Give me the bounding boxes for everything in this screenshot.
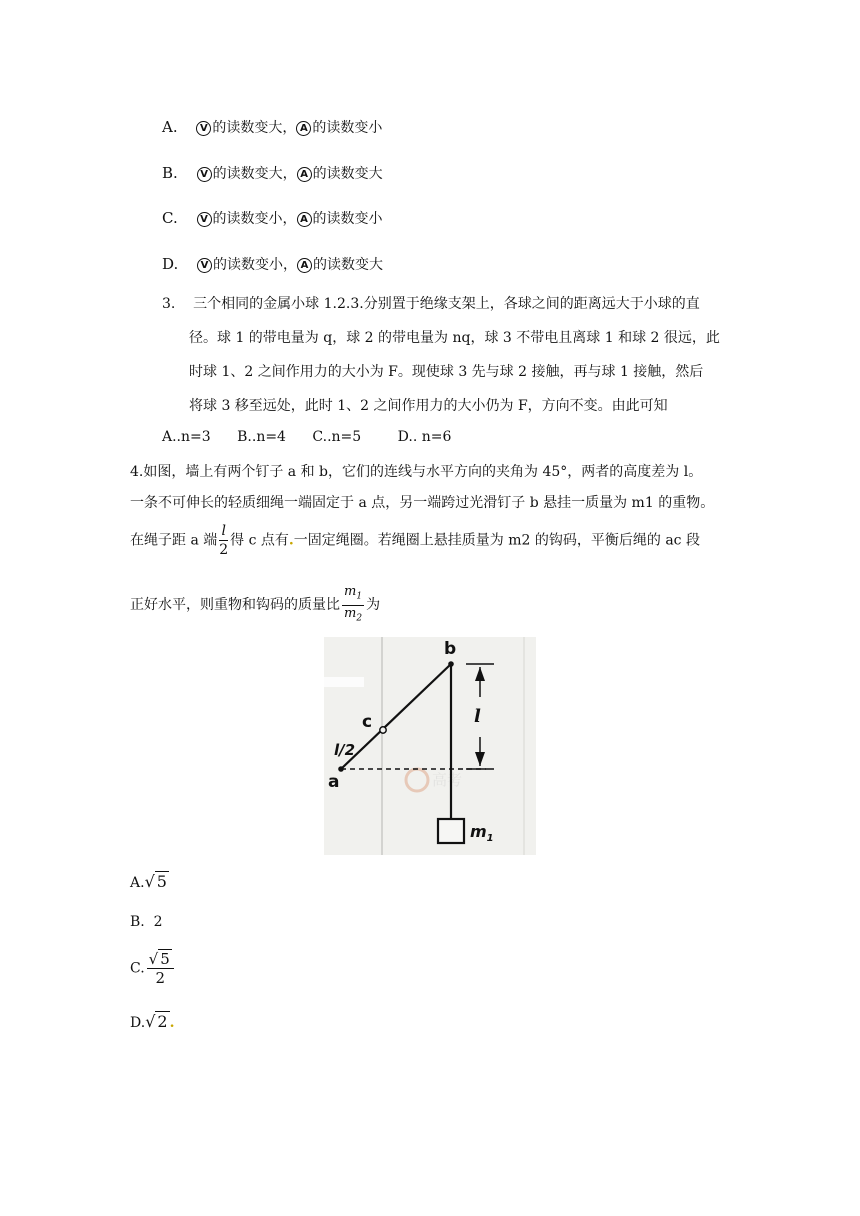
sqrt-symbol: √ 5 (144, 872, 167, 891)
voltmeter-icon: V (196, 121, 211, 136)
watermark-text: 高考 (432, 771, 463, 789)
q3-option-d: D.. n=6 (397, 429, 452, 445)
q3-option-c: C..n=5 (312, 429, 362, 445)
q3-option-a: A..n=3 (162, 429, 211, 445)
label-b: b (444, 639, 457, 659)
ammeter-icon: A (297, 167, 312, 182)
ammeter-icon: A (297, 212, 312, 227)
q4-option-b: B. 2 (130, 914, 163, 930)
q4-option-c: C. $\frac{√ 5}{2}$ (130, 950, 176, 987)
question-4-line-3: 在绳子距 a 端 $\frac{l}{2}$ 得 c 点有.一固定绳圈。若绳圈上悬挂质量为 m2 的钩码，平衡后绳的 ac 段 (130, 523, 700, 558)
figure-diagram (324, 637, 536, 855)
label-m1: $m_1$ (470, 822, 494, 844)
voltmeter-icon: V (197, 258, 212, 273)
option-b: B. V 的读数变大， A 的读数变大 (162, 164, 383, 182)
question-3-options (162, 429, 451, 445)
mass-ratio-fraction: $\frac{m_1}{m_2}$ (344, 584, 363, 624)
label-c: c (362, 712, 373, 732)
ammeter-icon: A (296, 121, 311, 136)
sqrt-symbol: √ 2 (145, 1012, 168, 1031)
question-3-line-1: 3. 三个相同的金属小球 1.2.3.分别置于绝缘支架上，各球之间的距离远大于小球的直 (162, 296, 700, 312)
question-3-line-2: 径。球 1 的带电量为 q，球 2 的带电量为 nq，球 3 不带电且离球 1 和球 2 很远，此 (189, 330, 720, 346)
label-l: l (474, 706, 481, 727)
option-c: C. V 的读数变小， A 的读数变小 (162, 209, 383, 227)
q3-option-b: B..n=4 (237, 429, 286, 445)
option-label: C. (162, 209, 178, 227)
question-4-line-1: 4.如图，墙上有两个钉子 a 和 b，它们的连线与水平方向的夹角为 45°，两者的高度差为 l。 (130, 464, 703, 480)
ammeter-icon: A (297, 258, 312, 273)
sqrt5-over-2: $\frac{√ 5}{2}$ (147, 950, 174, 987)
option-label: D. (162, 255, 179, 273)
fraction-l-over-2: $\frac{l}{2}$ (219, 523, 229, 558)
question-3-line-3: 时球 1、2 之间作用力的大小为 F。现使球 3 先与球 2 接触，再与球 1 接触，然后 (189, 364, 704, 380)
option-d: D. V 的读数变小， A 的读数变大 (162, 255, 384, 273)
label-a: a (328, 772, 340, 792)
question-3-line-4: 将球 3 移至远处，此时 1、2 之间作用力的大小仍为 F，方向不变。由此可知 (189, 398, 668, 414)
option-label: A. (162, 118, 178, 136)
question-4-line-4: 正好水平，则重物和钩码的质量比 $\frac{m_1}{m_2}$ 为 (130, 584, 380, 626)
option-label: B. (162, 164, 178, 182)
point-a (338, 766, 344, 772)
voltmeter-icon: V (197, 212, 212, 227)
voltmeter-icon: V (197, 167, 212, 182)
ring-c (380, 727, 386, 733)
point-b (448, 661, 454, 667)
wall-nail-diagram (324, 637, 536, 855)
question-4-line-2: 一条不可伸长的轻质细绳一端固定于 a 点，另一端跨过光滑钉子 b 悬挂一质量为 m1 的重物。 (130, 495, 715, 511)
question-number: 3. (162, 296, 176, 312)
weight-box (438, 819, 464, 843)
option-a: A. V 的读数变大， A 的读数变小 (162, 118, 383, 136)
label-l-half: l/2 (334, 741, 356, 759)
q4-option-a: A.√ 5 (130, 872, 167, 891)
q4-option-d: D.√ 2 . (130, 1012, 175, 1031)
